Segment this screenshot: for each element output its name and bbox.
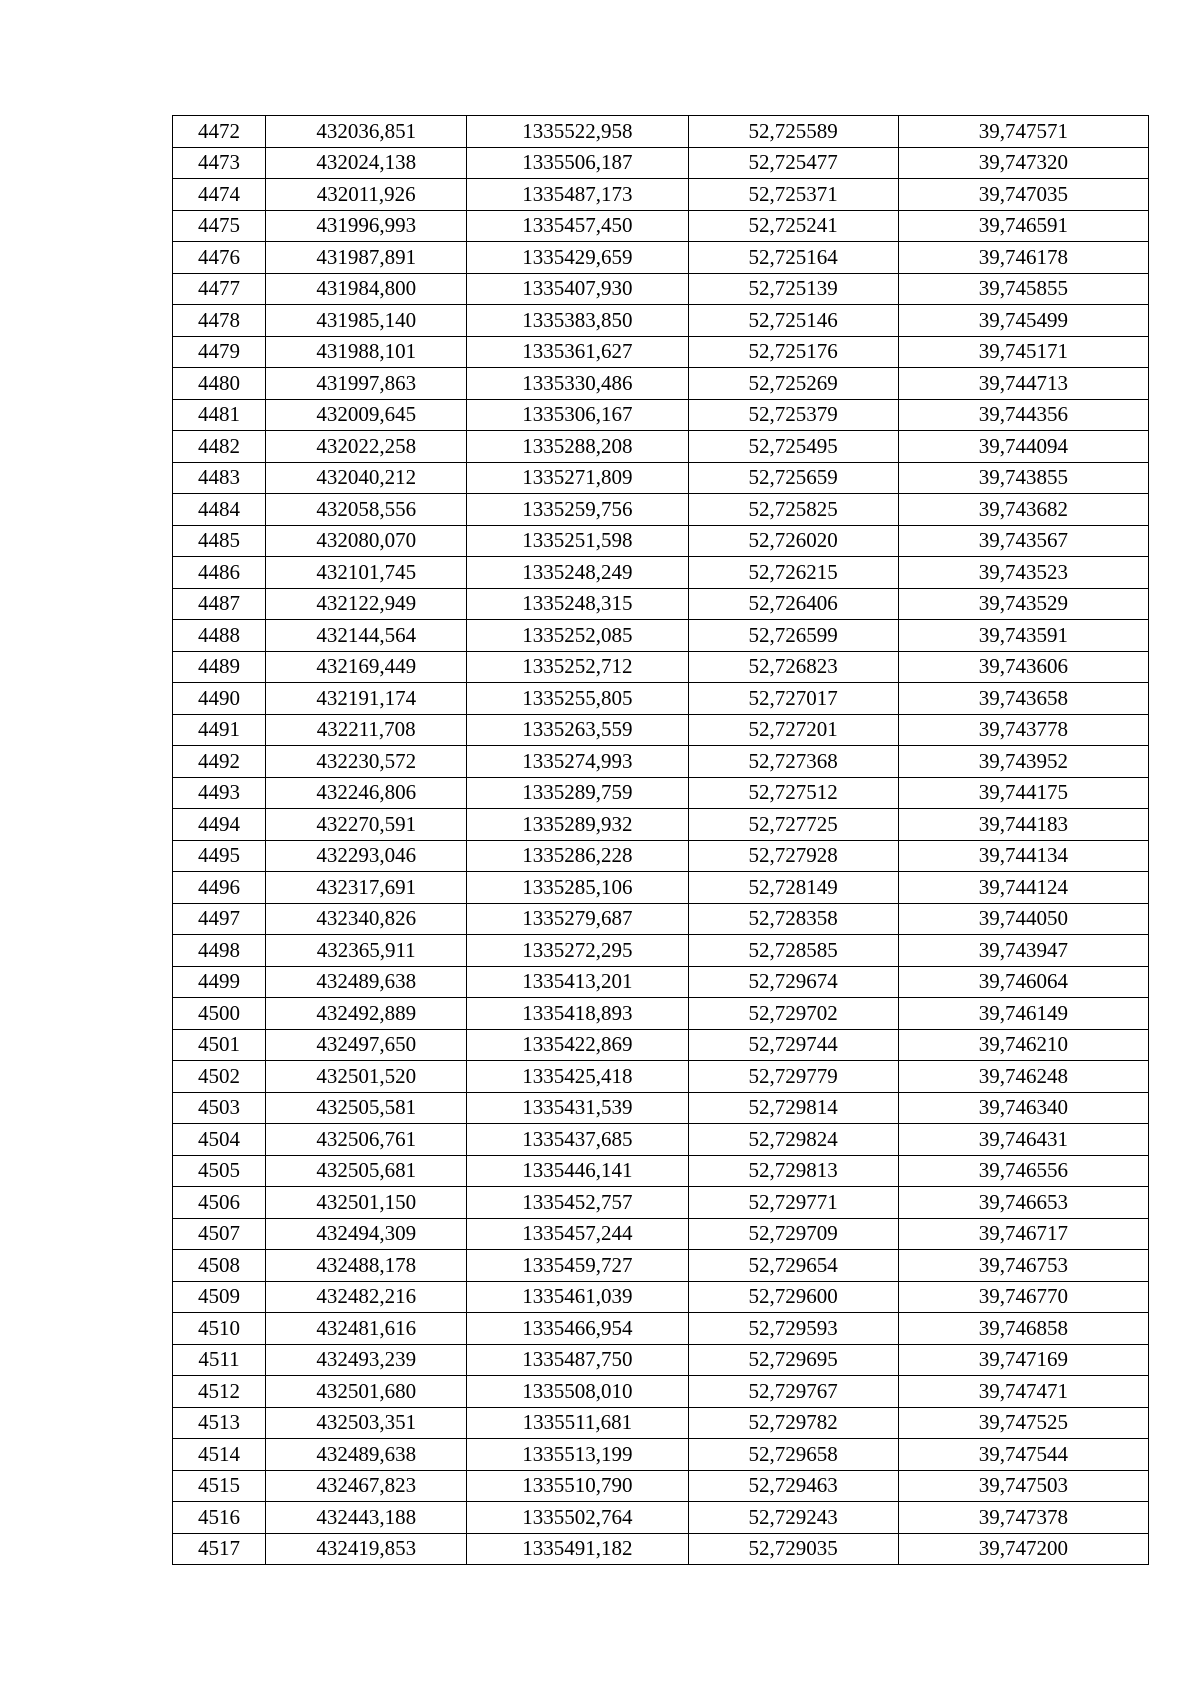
y-coordinate-cell: 1335279,687 <box>467 903 688 935</box>
point-number-cell: 4497 <box>173 903 266 935</box>
longitude-cell: 39,743567 <box>898 525 1148 557</box>
x-coordinate-cell: 432419,853 <box>266 1533 467 1565</box>
point-number-cell: 4515 <box>173 1470 266 1502</box>
x-coordinate-cell: 432505,681 <box>266 1155 467 1187</box>
table-row <box>173 273 1149 305</box>
table-row <box>173 1029 1149 1061</box>
point-number-cell: 4490 <box>173 683 266 715</box>
point-number-cell: 4486 <box>173 557 266 589</box>
y-coordinate-cell: 1335452,757 <box>467 1187 688 1219</box>
latitude-cell: 52,729814 <box>688 1092 898 1124</box>
y-coordinate-cell: 1335487,750 <box>467 1344 688 1376</box>
x-coordinate-cell: 432293,046 <box>266 840 467 872</box>
longitude-cell: 39,743658 <box>898 683 1148 715</box>
latitude-cell: 52,729824 <box>688 1124 898 1156</box>
table-row <box>173 903 1149 935</box>
longitude-cell: 39,746210 <box>898 1029 1148 1061</box>
point-number-cell: 4484 <box>173 494 266 526</box>
longitude-cell: 39,747035 <box>898 179 1148 211</box>
latitude-cell: 52,726020 <box>688 525 898 557</box>
x-coordinate-cell: 432505,581 <box>266 1092 467 1124</box>
x-coordinate-cell: 431984,800 <box>266 273 467 305</box>
latitude-cell: 52,725589 <box>688 116 898 148</box>
table-row <box>173 336 1149 368</box>
longitude-cell: 39,744356 <box>898 399 1148 431</box>
longitude-cell: 39,743523 <box>898 557 1148 589</box>
point-number-cell: 4504 <box>173 1124 266 1156</box>
table-row <box>173 242 1149 274</box>
table-row <box>173 1407 1149 1439</box>
longitude-cell: 39,744183 <box>898 809 1148 841</box>
point-number-cell: 4472 <box>173 116 266 148</box>
y-coordinate-cell: 1335263,559 <box>467 714 688 746</box>
y-coordinate-cell: 1335425,418 <box>467 1061 688 1093</box>
x-coordinate-cell: 432481,616 <box>266 1313 467 1345</box>
longitude-cell: 39,746340 <box>898 1092 1148 1124</box>
x-coordinate-cell: 432501,520 <box>266 1061 467 1093</box>
latitude-cell: 52,729463 <box>688 1470 898 1502</box>
latitude-cell: 52,726406 <box>688 588 898 620</box>
x-coordinate-cell: 432493,239 <box>266 1344 467 1376</box>
y-coordinate-cell: 1335487,173 <box>467 179 688 211</box>
table-row <box>173 210 1149 242</box>
point-number-cell: 4503 <box>173 1092 266 1124</box>
y-coordinate-cell: 1335259,756 <box>467 494 688 526</box>
longitude-cell: 39,745855 <box>898 273 1148 305</box>
table-body <box>173 116 1149 1565</box>
latitude-cell: 52,729593 <box>688 1313 898 1345</box>
point-number-cell: 4489 <box>173 651 266 683</box>
y-coordinate-cell: 1335274,993 <box>467 746 688 778</box>
table-row <box>173 651 1149 683</box>
table-row <box>173 179 1149 211</box>
table-row <box>173 588 1149 620</box>
table-row <box>173 746 1149 778</box>
longitude-cell: 39,743529 <box>898 588 1148 620</box>
y-coordinate-cell: 1335255,805 <box>467 683 688 715</box>
latitude-cell: 52,726823 <box>688 651 898 683</box>
latitude-cell: 52,727017 <box>688 683 898 715</box>
table-row <box>173 494 1149 526</box>
y-coordinate-cell: 1335361,627 <box>467 336 688 368</box>
longitude-cell: 39,746858 <box>898 1313 1148 1345</box>
y-coordinate-cell: 1335413,201 <box>467 966 688 998</box>
longitude-cell: 39,746653 <box>898 1187 1148 1219</box>
point-number-cell: 4517 <box>173 1533 266 1565</box>
longitude-cell: 39,746717 <box>898 1218 1148 1250</box>
y-coordinate-cell: 1335286,228 <box>467 840 688 872</box>
point-number-cell: 4485 <box>173 525 266 557</box>
point-number-cell: 4487 <box>173 588 266 620</box>
y-coordinate-cell: 1335446,141 <box>467 1155 688 1187</box>
table-row <box>173 1155 1149 1187</box>
x-coordinate-cell: 432230,572 <box>266 746 467 778</box>
table-row <box>173 935 1149 967</box>
table-row <box>173 116 1149 148</box>
point-number-cell: 4482 <box>173 431 266 463</box>
point-number-cell: 4514 <box>173 1439 266 1471</box>
y-coordinate-cell: 1335252,712 <box>467 651 688 683</box>
x-coordinate-cell: 432122,949 <box>266 588 467 620</box>
point-number-cell: 4501 <box>173 1029 266 1061</box>
point-number-cell: 4506 <box>173 1187 266 1219</box>
table-row <box>173 1092 1149 1124</box>
x-coordinate-cell: 431997,863 <box>266 368 467 400</box>
latitude-cell: 52,725659 <box>688 462 898 494</box>
x-coordinate-cell: 432246,806 <box>266 777 467 809</box>
x-coordinate-cell: 432501,150 <box>266 1187 467 1219</box>
x-coordinate-cell: 431985,140 <box>266 305 467 337</box>
x-coordinate-cell: 432144,564 <box>266 620 467 652</box>
y-coordinate-cell: 1335422,869 <box>467 1029 688 1061</box>
longitude-cell: 39,744134 <box>898 840 1148 872</box>
y-coordinate-cell: 1335513,199 <box>467 1439 688 1471</box>
table-row <box>173 368 1149 400</box>
y-coordinate-cell: 1335508,010 <box>467 1376 688 1408</box>
longitude-cell: 39,746064 <box>898 966 1148 998</box>
point-number-cell: 4474 <box>173 179 266 211</box>
table-row <box>173 1313 1149 1345</box>
point-number-cell: 4495 <box>173 840 266 872</box>
point-number-cell: 4509 <box>173 1281 266 1313</box>
latitude-cell: 52,725371 <box>688 179 898 211</box>
x-coordinate-cell: 432009,645 <box>266 399 467 431</box>
latitude-cell: 52,729709 <box>688 1218 898 1250</box>
longitude-cell: 39,743682 <box>898 494 1148 526</box>
point-number-cell: 4473 <box>173 147 266 179</box>
x-coordinate-cell: 432169,449 <box>266 651 467 683</box>
point-number-cell: 4475 <box>173 210 266 242</box>
longitude-cell: 39,743606 <box>898 651 1148 683</box>
table-row <box>173 525 1149 557</box>
point-number-cell: 4505 <box>173 1155 266 1187</box>
longitude-cell: 39,743947 <box>898 935 1148 967</box>
longitude-cell: 39,743591 <box>898 620 1148 652</box>
x-coordinate-cell: 432492,889 <box>266 998 467 1030</box>
table-row <box>173 620 1149 652</box>
y-coordinate-cell: 1335457,244 <box>467 1218 688 1250</box>
point-number-cell: 4502 <box>173 1061 266 1093</box>
table-row <box>173 840 1149 872</box>
longitude-cell: 39,744124 <box>898 872 1148 904</box>
longitude-cell: 39,746753 <box>898 1250 1148 1282</box>
latitude-cell: 52,729243 <box>688 1502 898 1534</box>
y-coordinate-cell: 1335271,809 <box>467 462 688 494</box>
table-row <box>173 1376 1149 1408</box>
latitude-cell: 52,729744 <box>688 1029 898 1061</box>
x-coordinate-cell: 432488,178 <box>266 1250 467 1282</box>
y-coordinate-cell: 1335457,450 <box>467 210 688 242</box>
y-coordinate-cell: 1335522,958 <box>467 116 688 148</box>
x-coordinate-cell: 432467,823 <box>266 1470 467 1502</box>
x-coordinate-cell: 432080,070 <box>266 525 467 557</box>
longitude-cell: 39,746248 <box>898 1061 1148 1093</box>
latitude-cell: 52,725825 <box>688 494 898 526</box>
y-coordinate-cell: 1335330,486 <box>467 368 688 400</box>
table-row <box>173 431 1149 463</box>
latitude-cell: 52,729674 <box>688 966 898 998</box>
x-coordinate-cell: 432443,188 <box>266 1502 467 1534</box>
latitude-cell: 52,727512 <box>688 777 898 809</box>
point-number-cell: 4491 <box>173 714 266 746</box>
point-number-cell: 4488 <box>173 620 266 652</box>
table-row <box>173 998 1149 1030</box>
longitude-cell: 39,744713 <box>898 368 1148 400</box>
y-coordinate-cell: 1335502,764 <box>467 1502 688 1534</box>
longitude-cell: 39,743952 <box>898 746 1148 778</box>
y-coordinate-cell: 1335461,039 <box>467 1281 688 1313</box>
latitude-cell: 52,726215 <box>688 557 898 589</box>
point-number-cell: 4511 <box>173 1344 266 1376</box>
x-coordinate-cell: 432482,216 <box>266 1281 467 1313</box>
longitude-cell: 39,746770 <box>898 1281 1148 1313</box>
x-coordinate-cell: 431987,891 <box>266 242 467 274</box>
table-row <box>173 1470 1149 1502</box>
longitude-cell: 39,746556 <box>898 1155 1148 1187</box>
latitude-cell: 52,727368 <box>688 746 898 778</box>
x-coordinate-cell: 431988,101 <box>266 336 467 368</box>
longitude-cell: 39,747571 <box>898 116 1148 148</box>
latitude-cell: 52,728358 <box>688 903 898 935</box>
y-coordinate-cell: 1335288,208 <box>467 431 688 463</box>
y-coordinate-cell: 1335466,954 <box>467 1313 688 1345</box>
latitude-cell: 52,729654 <box>688 1250 898 1282</box>
latitude-cell: 52,727928 <box>688 840 898 872</box>
point-number-cell: 4477 <box>173 273 266 305</box>
x-coordinate-cell: 432211,708 <box>266 714 467 746</box>
y-coordinate-cell: 1335272,295 <box>467 935 688 967</box>
latitude-cell: 52,729813 <box>688 1155 898 1187</box>
table-row <box>173 1344 1149 1376</box>
point-number-cell: 4478 <box>173 305 266 337</box>
latitude-cell: 52,725269 <box>688 368 898 400</box>
x-coordinate-cell: 432270,591 <box>266 809 467 841</box>
x-coordinate-cell: 432503,351 <box>266 1407 467 1439</box>
longitude-cell: 39,747169 <box>898 1344 1148 1376</box>
table-row <box>173 1218 1149 1250</box>
longitude-cell: 39,747200 <box>898 1533 1148 1565</box>
point-number-cell: 4510 <box>173 1313 266 1345</box>
latitude-cell: 52,725241 <box>688 210 898 242</box>
longitude-cell: 39,746149 <box>898 998 1148 1030</box>
x-coordinate-cell: 432489,638 <box>266 966 467 998</box>
latitude-cell: 52,725379 <box>688 399 898 431</box>
x-coordinate-cell: 432365,911 <box>266 935 467 967</box>
longitude-cell: 39,747525 <box>898 1407 1148 1439</box>
y-coordinate-cell: 1335248,249 <box>467 557 688 589</box>
longitude-cell: 39,743855 <box>898 462 1148 494</box>
latitude-cell: 52,728149 <box>688 872 898 904</box>
x-coordinate-cell: 432340,826 <box>266 903 467 935</box>
point-number-cell: 4516 <box>173 1502 266 1534</box>
x-coordinate-cell: 432101,745 <box>266 557 467 589</box>
table-row <box>173 1250 1149 1282</box>
latitude-cell: 52,725477 <box>688 147 898 179</box>
y-coordinate-cell: 1335459,727 <box>467 1250 688 1282</box>
point-number-cell: 4499 <box>173 966 266 998</box>
x-coordinate-cell: 432036,851 <box>266 116 467 148</box>
point-number-cell: 4480 <box>173 368 266 400</box>
point-number-cell: 4481 <box>173 399 266 431</box>
point-number-cell: 4507 <box>173 1218 266 1250</box>
table-row <box>173 1439 1149 1471</box>
x-coordinate-cell: 432022,258 <box>266 431 467 463</box>
longitude-cell: 39,747471 <box>898 1376 1148 1408</box>
x-coordinate-cell: 432011,926 <box>266 179 467 211</box>
point-number-cell: 4494 <box>173 809 266 841</box>
latitude-cell: 52,729779 <box>688 1061 898 1093</box>
latitude-cell: 52,727201 <box>688 714 898 746</box>
longitude-cell: 39,747378 <box>898 1502 1148 1534</box>
x-coordinate-cell: 432497,650 <box>266 1029 467 1061</box>
x-coordinate-cell: 432317,691 <box>266 872 467 904</box>
longitude-cell: 39,743778 <box>898 714 1148 746</box>
table-row <box>173 1187 1149 1219</box>
point-number-cell: 4492 <box>173 746 266 778</box>
latitude-cell: 52,729600 <box>688 1281 898 1313</box>
y-coordinate-cell: 1335289,932 <box>467 809 688 841</box>
point-number-cell: 4496 <box>173 872 266 904</box>
table-row <box>173 399 1149 431</box>
point-number-cell: 4493 <box>173 777 266 809</box>
latitude-cell: 52,726599 <box>688 620 898 652</box>
y-coordinate-cell: 1335418,893 <box>467 998 688 1030</box>
point-number-cell: 4513 <box>173 1407 266 1439</box>
table-row <box>173 1281 1149 1313</box>
point-number-cell: 4512 <box>173 1376 266 1408</box>
y-coordinate-cell: 1335289,759 <box>467 777 688 809</box>
latitude-cell: 52,729782 <box>688 1407 898 1439</box>
x-coordinate-cell: 431996,993 <box>266 210 467 242</box>
y-coordinate-cell: 1335437,685 <box>467 1124 688 1156</box>
table-row <box>173 714 1149 746</box>
table-row <box>173 777 1149 809</box>
longitude-cell: 39,744175 <box>898 777 1148 809</box>
latitude-cell: 52,729771 <box>688 1187 898 1219</box>
y-coordinate-cell: 1335252,085 <box>467 620 688 652</box>
longitude-cell: 39,745171 <box>898 336 1148 368</box>
longitude-cell: 39,747503 <box>898 1470 1148 1502</box>
table-row <box>173 1502 1149 1534</box>
point-number-cell: 4500 <box>173 998 266 1030</box>
table-row <box>173 557 1149 589</box>
latitude-cell: 52,725164 <box>688 242 898 274</box>
latitude-cell: 52,728585 <box>688 935 898 967</box>
table-row <box>173 809 1149 841</box>
x-coordinate-cell: 432494,309 <box>266 1218 467 1250</box>
point-number-cell: 4476 <box>173 242 266 274</box>
latitude-cell: 52,725139 <box>688 273 898 305</box>
point-number-cell: 4483 <box>173 462 266 494</box>
latitude-cell: 52,725176 <box>688 336 898 368</box>
latitude-cell: 52,727725 <box>688 809 898 841</box>
y-coordinate-cell: 1335285,106 <box>467 872 688 904</box>
longitude-cell: 39,744050 <box>898 903 1148 935</box>
table-row <box>173 872 1149 904</box>
latitude-cell: 52,729695 <box>688 1344 898 1376</box>
longitude-cell: 39,747544 <box>898 1439 1148 1471</box>
latitude-cell: 52,725495 <box>688 431 898 463</box>
y-coordinate-cell: 1335510,790 <box>467 1470 688 1502</box>
point-number-cell: 4498 <box>173 935 266 967</box>
longitude-cell: 39,747320 <box>898 147 1148 179</box>
y-coordinate-cell: 1335491,182 <box>467 1533 688 1565</box>
latitude-cell: 52,725146 <box>688 305 898 337</box>
y-coordinate-cell: 1335429,659 <box>467 242 688 274</box>
x-coordinate-cell: 432024,138 <box>266 147 467 179</box>
y-coordinate-cell: 1335431,539 <box>467 1092 688 1124</box>
y-coordinate-cell: 1335251,598 <box>467 525 688 557</box>
table-row <box>173 1124 1149 1156</box>
x-coordinate-cell: 432191,174 <box>266 683 467 715</box>
latitude-cell: 52,729702 <box>688 998 898 1030</box>
longitude-cell: 39,746591 <box>898 210 1148 242</box>
coordinates-table <box>172 115 1149 1565</box>
x-coordinate-cell: 432058,556 <box>266 494 467 526</box>
x-coordinate-cell: 432501,680 <box>266 1376 467 1408</box>
y-coordinate-cell: 1335248,315 <box>467 588 688 620</box>
y-coordinate-cell: 1335506,187 <box>467 147 688 179</box>
point-number-cell: 4479 <box>173 336 266 368</box>
table-row <box>173 305 1149 337</box>
longitude-cell: 39,744094 <box>898 431 1148 463</box>
point-number-cell: 4508 <box>173 1250 266 1282</box>
table-row <box>173 462 1149 494</box>
x-coordinate-cell: 432506,761 <box>266 1124 467 1156</box>
longitude-cell: 39,746431 <box>898 1124 1148 1156</box>
latitude-cell: 52,729035 <box>688 1533 898 1565</box>
table-row <box>173 683 1149 715</box>
table-row <box>173 1533 1149 1565</box>
x-coordinate-cell: 432489,638 <box>266 1439 467 1471</box>
table-row <box>173 966 1149 998</box>
y-coordinate-cell: 1335383,850 <box>467 305 688 337</box>
y-coordinate-cell: 1335407,930 <box>467 273 688 305</box>
table-row <box>173 1061 1149 1093</box>
y-coordinate-cell: 1335511,681 <box>467 1407 688 1439</box>
x-coordinate-cell: 432040,212 <box>266 462 467 494</box>
longitude-cell: 39,745499 <box>898 305 1148 337</box>
y-coordinate-cell: 1335306,167 <box>467 399 688 431</box>
longitude-cell: 39,746178 <box>898 242 1148 274</box>
latitude-cell: 52,729767 <box>688 1376 898 1408</box>
latitude-cell: 52,729658 <box>688 1439 898 1471</box>
table-row <box>173 147 1149 179</box>
